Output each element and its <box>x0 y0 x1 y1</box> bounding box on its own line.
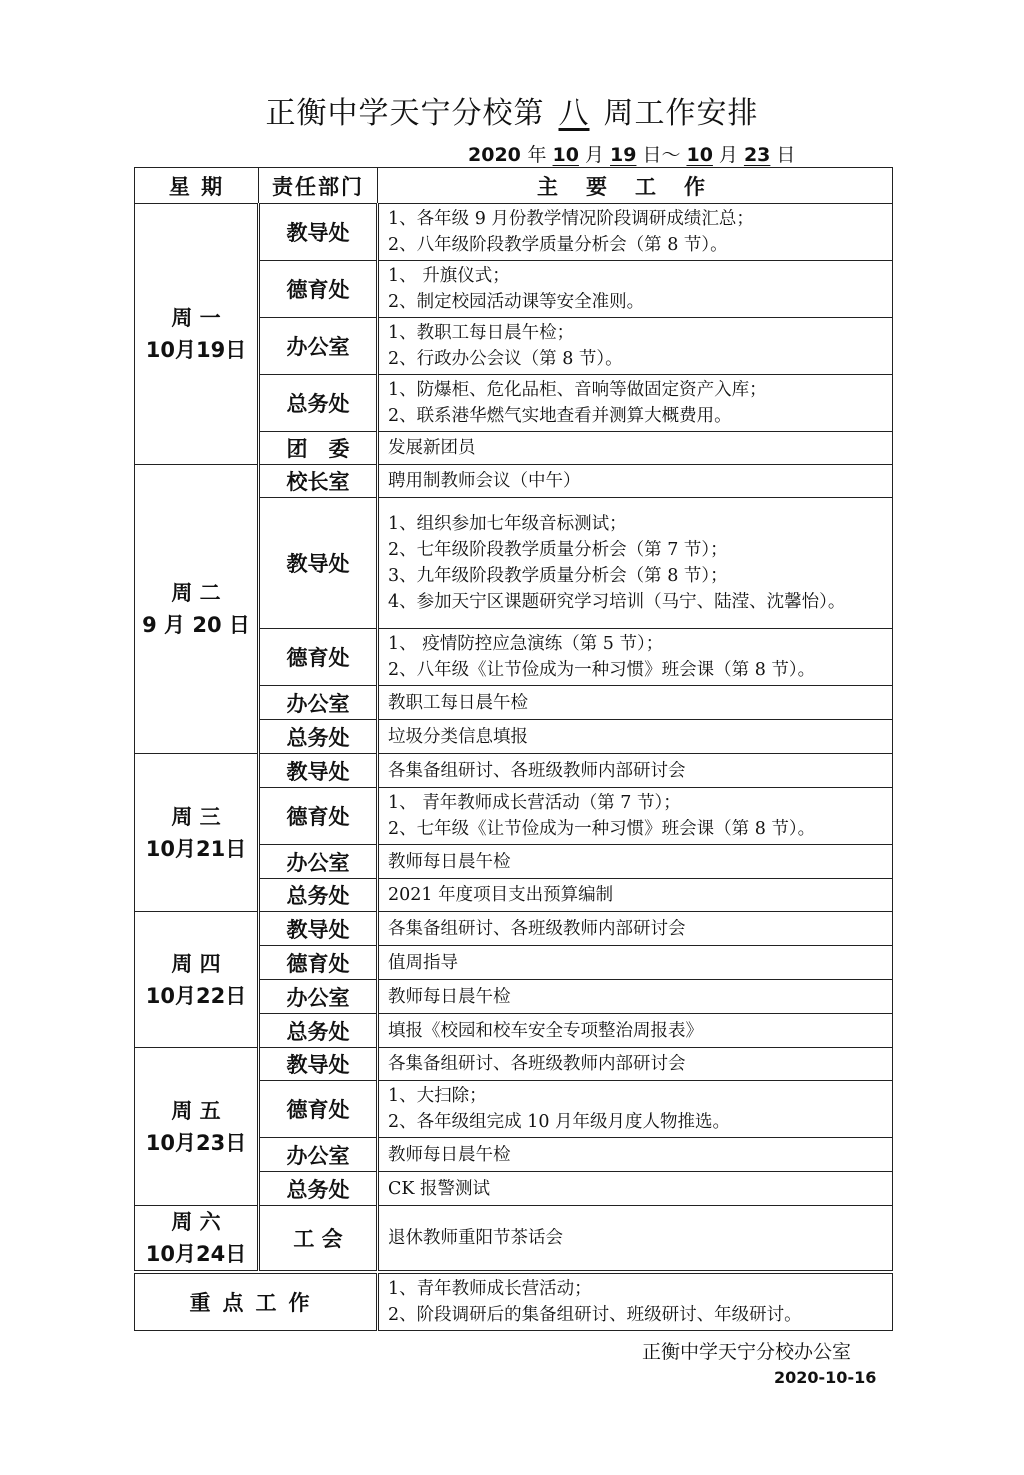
dept-jiaodao: 教导处 <box>259 754 378 788</box>
task-line: 1、 升旗仪式； <box>388 266 510 286</box>
date-day-unit: 日～ <box>642 144 681 166</box>
dept-union: 工 会 <box>259 1206 378 1271</box>
key-work-task: 1、青年教师成长营活动； <box>388 1279 592 1299</box>
task-cell <box>378 1014 893 1048</box>
task-line: 2、联系港华燃气实地查看并测算大概费用。 <box>388 406 732 426</box>
date-start-day: 19 <box>610 144 637 166</box>
header-day: 星 期 <box>135 168 259 204</box>
task-cell <box>378 629 893 686</box>
task-cell <box>378 498 893 629</box>
task-line: 聘用制教师会议（中午） <box>388 471 581 491</box>
dept-zongwu: 总务处 <box>259 879 378 912</box>
date-end-month-unit: 月 <box>718 144 738 166</box>
key-work-task: 2、阶段调研后的集备组研讨、班级研讨、年级研讨。 <box>388 1305 802 1325</box>
key-work-table <box>134 1273 893 1331</box>
task-line: 填报《校园和校车安全专项整治周报表》 <box>388 1020 703 1041</box>
dept-zongwu: 总务处 <box>259 1014 378 1048</box>
date-end-month: 10 <box>686 144 713 166</box>
day-name: 周 一 <box>171 306 221 330</box>
task-line: 2、行政办公会议（第 8 节）。 <box>388 349 623 369</box>
page-title <box>0 88 1024 132</box>
dept-jiaodao: 教导处 <box>259 498 378 629</box>
task-cell <box>378 754 893 788</box>
day-cell <box>135 1206 259 1271</box>
task-cell <box>378 720 893 754</box>
day-date: 10月19日 <box>145 338 247 362</box>
task-line: 值周指导 <box>388 952 458 973</box>
dept-office: 办公室 <box>259 318 378 375</box>
date-year-unit: 年 <box>527 144 547 166</box>
task-cell <box>378 261 893 318</box>
task-line: 2、七年级《让节俭成为一种习惯》班会课（第 8 节）。 <box>388 819 816 839</box>
task-line: 1、各年级 9 月份教学情况阶段调研成绩汇总； <box>388 209 754 229</box>
task-cell <box>378 845 893 879</box>
schedule-row <box>135 204 893 261</box>
date-range <box>468 140 795 167</box>
task-line: 2、各年级组完成 10 月年级月度人物推选。 <box>388 1112 731 1132</box>
task-line: 3、九年级阶段教学质量分析会（第 8 节）； <box>388 566 728 586</box>
task-line: 1、组织参加七年级音标测试； <box>388 514 627 534</box>
day-name: 周 四 <box>171 951 221 976</box>
day-date: 10月21日 <box>145 836 247 861</box>
day-date: 10月22日 <box>145 983 247 1008</box>
schedule-row <box>135 754 893 788</box>
dept-office: 办公室 <box>259 1138 378 1172</box>
task-line: 发展新团员 <box>388 438 476 458</box>
day-cell <box>135 465 259 754</box>
dept-office: 办公室 <box>259 686 378 720</box>
dept-zongwu: 总务处 <box>259 1172 378 1206</box>
key-work-tasks <box>378 1274 893 1331</box>
dept-office: 办公室 <box>259 845 378 879</box>
task-line: 教职工每日晨午检 <box>388 692 528 713</box>
dept-office: 办公室 <box>259 980 378 1014</box>
title-suffix: 周工作安排 <box>603 96 759 131</box>
key-work-row <box>135 1274 893 1331</box>
task-line: 1、教职工每日晨午检； <box>388 323 575 343</box>
task-cell <box>378 1048 893 1081</box>
task-line: 2、八年级阶段教学质量分析会（第 8 节）。 <box>388 235 728 255</box>
task-line: 1、 青年教师成长营活动（第 7 节）； <box>388 793 681 813</box>
task-cell <box>378 1081 893 1138</box>
dept-deyu: 德育处 <box>259 788 378 845</box>
schedule-row <box>135 465 893 498</box>
footer-office: 正衡中学天宁分校办公室 <box>642 1341 852 1363</box>
dept-deyu: 德育处 <box>259 946 378 980</box>
task-line: 1、大扫除； <box>388 1086 487 1106</box>
dept-jiaodao: 教导处 <box>259 1048 378 1081</box>
task-cell <box>378 1172 893 1206</box>
task-line: 1、防爆柜、危化品柜、音响等做固定资产入库； <box>388 380 767 400</box>
date-end-day: 23 <box>743 144 771 166</box>
day-name: 周 三 <box>171 804 221 829</box>
title-week-number: 八 <box>558 96 590 131</box>
schedule-row <box>135 912 893 946</box>
day-cell <box>135 912 259 1048</box>
task-line: CK 报警测试 <box>388 1178 491 1199</box>
dept-zongwu: 总务处 <box>259 720 378 754</box>
task-cell <box>378 1206 893 1271</box>
schedule-row <box>135 1048 893 1081</box>
task-cell <box>378 980 893 1014</box>
dept-jiaodao: 教导处 <box>259 204 378 261</box>
day-date: 9 月 20 日 <box>142 613 250 637</box>
task-cell <box>378 318 893 375</box>
task-line: 垃圾分类信息填报 <box>388 726 528 747</box>
task-line: 教师每日晨午检 <box>388 851 511 872</box>
date-month-unit: 月 <box>584 144 604 166</box>
dept-jiaodao: 教导处 <box>259 912 378 946</box>
header-task: 主要工作 <box>378 168 893 204</box>
task-cell <box>378 946 893 980</box>
task-line: 教师每日晨午检 <box>388 986 511 1007</box>
dept-principal: 校长室 <box>259 465 378 498</box>
dept-deyu: 德育处 <box>259 1081 378 1138</box>
day-name: 周 五 <box>171 1098 221 1123</box>
task-line: 教师每日晨午检 <box>388 1144 511 1165</box>
schedule-table <box>134 167 893 1271</box>
footer-date: 2020-10-16 <box>774 1368 877 1387</box>
task-cell <box>378 879 893 912</box>
task-cell <box>378 1138 893 1172</box>
task-line: 各集备组研讨、各班级教师内部研讨会 <box>388 918 686 939</box>
header-row <box>135 168 893 204</box>
date-start-month: 10 <box>552 144 579 166</box>
title-prefix: 正衡中学天宁分校第 <box>265 96 545 131</box>
task-line: 2、制定校园活动课等安全准则。 <box>388 292 645 312</box>
date-year: 2020 <box>468 144 521 166</box>
dept-deyu: 德育处 <box>259 629 378 686</box>
schedule-body <box>135 204 893 1271</box>
key-work-label: 重点工作 <box>135 1274 378 1331</box>
task-line: 1、 疫情防控应急演练（第 5 节）； <box>388 634 664 654</box>
header-dept: 责任部门 <box>259 168 378 204</box>
day-date: 10月24日 <box>145 1242 247 1266</box>
task-line: 各集备组研讨、各班级教师内部研讨会 <box>388 1054 686 1074</box>
schedule-row <box>135 1206 893 1271</box>
day-date: 10月23日 <box>145 1130 247 1155</box>
dept-zongwu: 总务处 <box>259 375 378 432</box>
dept-deyu: 德育处 <box>259 261 378 318</box>
task-line: 退休教师重阳节茶话会 <box>388 1228 563 1248</box>
task-line: 2、七年级阶段教学质量分析会（第 7 节）； <box>388 540 728 560</box>
day-cell <box>135 1048 259 1206</box>
dept-youth-league: 团 委 <box>259 432 378 465</box>
task-cell <box>378 375 893 432</box>
task-cell <box>378 912 893 946</box>
task-cell <box>378 788 893 845</box>
day-cell <box>135 204 259 465</box>
date-end-day-unit: 日 <box>776 144 796 166</box>
task-line: 2、八年级《让节俭成为一种习惯》班会课（第 8 节）。 <box>388 660 816 680</box>
task-cell <box>378 204 893 261</box>
task-cell <box>378 465 893 498</box>
task-cell <box>378 432 893 465</box>
task-line: 各集备组研讨、各班级教师内部研讨会 <box>388 760 686 781</box>
task-line: 2021 年度项目支出预算编制 <box>388 885 614 905</box>
task-cell <box>378 686 893 720</box>
task-line: 4、参加天宁区课题研究学习培训（马宁、陆滢、沈馨怡）。 <box>388 592 846 612</box>
day-cell <box>135 754 259 912</box>
day-name: 周 六 <box>171 1210 221 1234</box>
day-name: 周 二 <box>171 581 221 605</box>
